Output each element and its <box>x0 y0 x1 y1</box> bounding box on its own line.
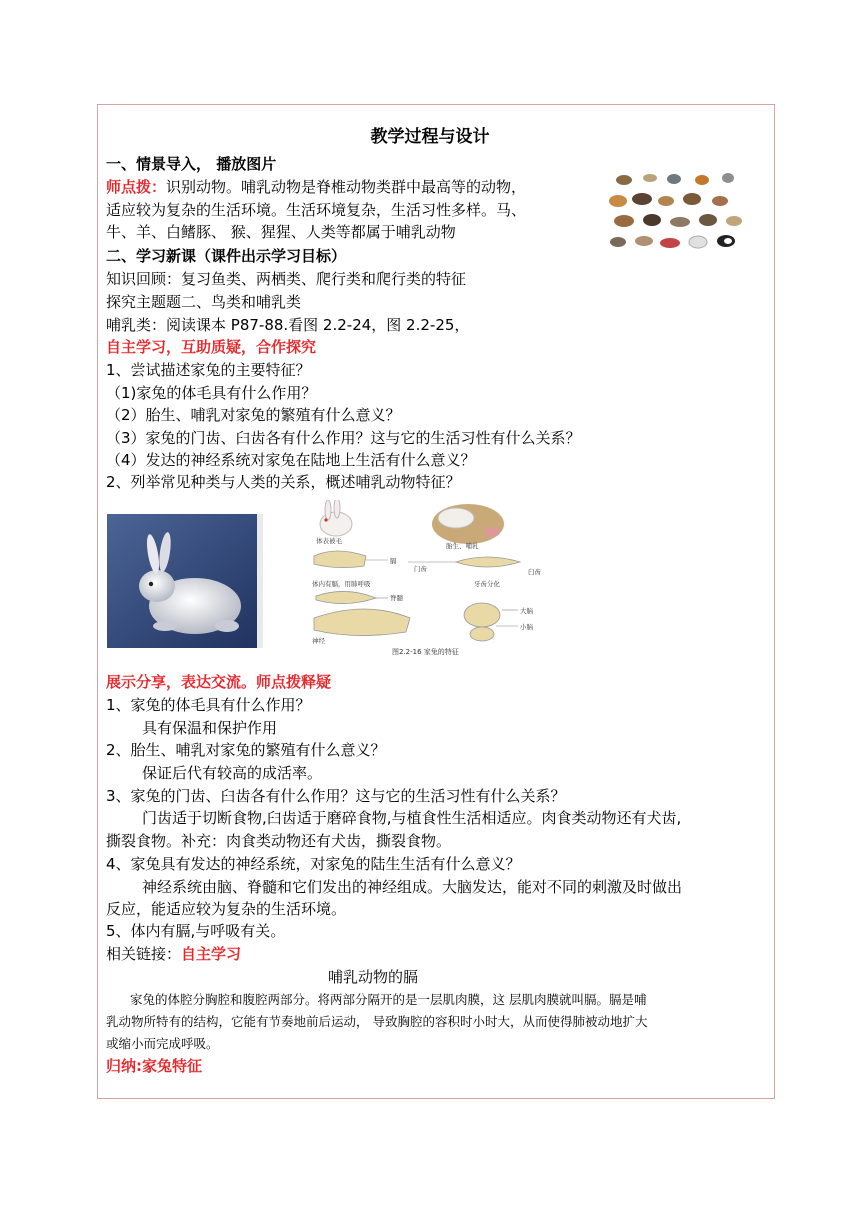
label-nerve: 神经 <box>312 637 325 645</box>
teacher-text1: 识别动物。哺乳动物是脊椎动物类群中最高等的动物， <box>166 178 527 196</box>
question-1a: （1)家兔的体毛具有什么作用？ <box>106 384 317 402</box>
label-diaphragm: 膈 <box>390 557 397 565</box>
section2-heading: 二、学习新课（课件出示学习目标） <box>106 247 347 265</box>
question-2: 2、列举常见种类与人类的关系，概述哺乳动物特征？ <box>106 473 461 491</box>
related-link-line <box>106 944 241 964</box>
label-cerebellum: 小脑 <box>520 623 533 631</box>
self-study-heading: 自主学习，互助质疑，合作探究 <box>106 338 317 356</box>
passage-line1: 家兔的体腔分胸腔和腹腔两部分。将两部分隔开的是一层肌肉膜，这 层肌肉膜就叫膈。膈是哺 <box>130 992 647 1007</box>
related-link-label: 相关链接： <box>106 945 182 963</box>
share-a2: 保证后代有较高的成活率。 <box>142 764 323 782</box>
rabbit-anatomy-figure <box>306 500 558 658</box>
share-a1: 具有保温和保护作用 <box>142 719 278 737</box>
label-incisor: 门齿 <box>414 565 427 573</box>
label-teeth-diff: 牙齿分化 <box>474 580 500 588</box>
question-1: 1、尝试描述家兔的主要特征？ <box>106 361 311 379</box>
question-1d: （4）发达的神经系统对家兔在陆地上生活有什么意义？ <box>106 451 476 469</box>
teacher-label: 师点拨： <box>106 178 167 196</box>
label-cerebrum: 大脑 <box>520 607 533 615</box>
reading-line: 哺乳类：阅读课本 P87-88.看图 2.2-24，图 2.2-25， <box>106 316 470 334</box>
teacher-line3: 牛、羊、白鳍豚、 猴、猩猩、人类等都属于哺乳动物 <box>106 223 456 241</box>
teacher-line2: 适应较为复杂的生活环境。生活环境复杂，生活习性多样。马、 <box>106 201 527 219</box>
rabbit-photo <box>107 514 263 648</box>
passage-line2: 乳动物所特有的结构，它能有节奏地前后运动， 导致胸腔的容积时小时大，从而使得肺被动地扩大 <box>106 1014 648 1029</box>
mammals-collage-image <box>604 168 750 254</box>
label-spinal: 脊髓 <box>390 594 403 602</box>
topic-line: 探究主题题二、鸟类和哺乳类 <box>106 293 302 311</box>
question-1c: （3）家兔的门齿、臼齿各有什么作用？这与它的生活习性有什么关系？ <box>106 429 581 447</box>
page-title: 教学过程与设计 <box>370 127 490 147</box>
review-line: 知识回顾：复习鱼类、两栖类、爬行类和爬行类的特征 <box>106 270 467 288</box>
passage-line3: 或缩小而完成呼吸。 <box>106 1036 219 1051</box>
share-heading: 展示分享，表达交流。师点拨释疑 <box>106 673 332 691</box>
label-viviparous: 胎生、哺乳 <box>446 542 479 550</box>
question-1b: （2）胎生、哺乳对家兔的繁殖有什么意义？ <box>106 406 401 424</box>
related-link-value: 自主学习 <box>181 945 242 963</box>
share-a3-line1: 门齿适于切断食物,臼齿适于磨碎食物,与植食性生活相适应。肉食类动物还有犬齿, <box>142 809 682 827</box>
label-fur: 体表被毛 <box>316 537 342 545</box>
share-q5: 5、体内有膈,与呼吸有关。 <box>106 922 286 940</box>
share-a4-line2: 反应，能适应较为复杂的生活环境。 <box>106 900 347 918</box>
teacher-line1 <box>106 177 526 197</box>
share-a4-line1: 神经系统由脑、脊髓和它们发出的神经组成。大脑发达，能对不同的刺激及时做出 <box>142 878 683 896</box>
figure-caption: 图2.2-16 家兔的特征 <box>392 648 459 656</box>
share-q2: 2、胎生、哺乳对家兔的繁殖有什么意义？ <box>106 741 386 759</box>
share-q3: 3、家兔的门齿、臼齿各有什么作用？这与它的生活习性有什么关系？ <box>106 787 566 805</box>
label-molar: 臼齿 <box>528 568 541 576</box>
section1-heading: 一、情景导入， 播放图片 <box>106 155 277 173</box>
label-body-cavity: 体内有膈，用肺呼吸 <box>312 580 371 588</box>
summary-heading: 归纳:家兔特征 <box>106 1057 202 1075</box>
share-q1: 1、家兔的体毛具有什么作用？ <box>106 696 311 714</box>
share-q4: 4、家兔具有发达的神经系统，对家兔的陆生生活有什么意义？ <box>106 855 521 873</box>
passage-title: 哺乳动物的膈 <box>328 968 419 986</box>
share-a3-line2: 撕裂食物。补充：肉食类动物还有犬齿，撕裂食物。 <box>106 832 452 850</box>
